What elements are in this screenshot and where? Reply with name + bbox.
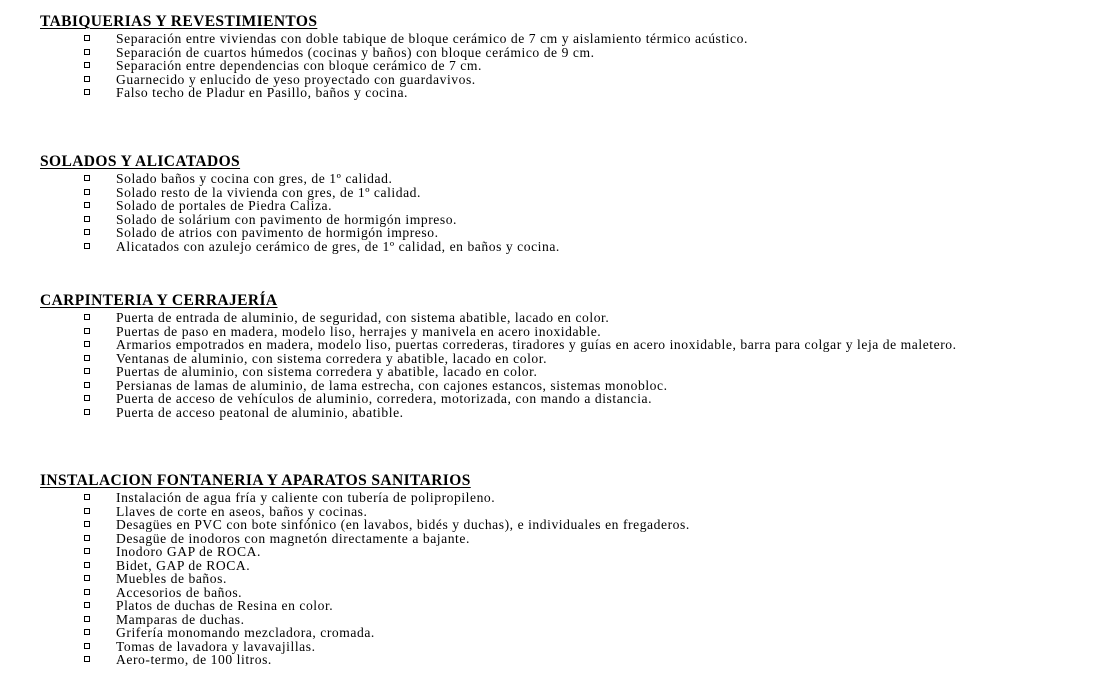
list-item xyxy=(40,199,1100,213)
list-item-text: Guarnecido y enlucido de yeso proyectado con guardavivos. xyxy=(116,71,476,87)
square-bullet-icon xyxy=(84,216,90,222)
list-item-text: Puerta de acceso de vehículos de aluminio, corredera, motorizada, con mando a distancia. xyxy=(116,391,653,406)
section-list xyxy=(40,32,1100,100)
list-item-text: Persianas de lamas de aluminio, de lama estrecha, con cajones estancos, sistemas monobloc. xyxy=(116,377,668,393)
square-bullet-icon xyxy=(84,35,90,41)
list-item xyxy=(40,311,1100,325)
square-bullet-icon xyxy=(84,409,90,415)
list-item xyxy=(40,226,1100,240)
list-item xyxy=(40,505,1100,519)
list-item-text: Bidet, GAP de ROCA. xyxy=(116,557,251,573)
list-item xyxy=(40,59,1100,73)
square-bullet-icon xyxy=(84,575,90,581)
square-bullet-icon xyxy=(84,395,90,401)
square-bullet-icon xyxy=(84,521,90,527)
list-item-text: Llaves de corte en aseos, baños y cocinas. xyxy=(116,503,368,519)
list-item-text: Muebles de baños. xyxy=(116,571,227,586)
list-item-text: Solado baños y cocina con gres, de 1º calidad. xyxy=(116,171,393,186)
section-title: INSTALACION FONTANERIA Y APARATOS SANITARIOS xyxy=(40,472,471,489)
list-item-text: Alicatados con azulejo cerámico de gres, de 1º calidad, en baños y cocina. xyxy=(116,238,560,254)
square-bullet-icon xyxy=(84,229,90,235)
square-bullet-icon xyxy=(84,314,90,320)
list-item xyxy=(40,406,1100,420)
section-fontaneria xyxy=(40,472,1100,667)
list-item-text: Solado resto de la vivienda con gres, de 1º calidad. xyxy=(116,184,421,200)
square-bullet-icon xyxy=(84,548,90,554)
list-item xyxy=(40,365,1100,379)
square-bullet-icon xyxy=(84,535,90,541)
section-title: CARPINTERIA Y CERRAJERÍA xyxy=(40,292,278,309)
square-bullet-icon xyxy=(84,62,90,68)
list-item-text: Puertas de aluminio, con sistema corredera y abatible, lacado en color. xyxy=(116,364,538,379)
list-item-text: Solado de solárium con pavimento de hormigón impreso. xyxy=(116,211,457,227)
list-item-text: Aero-termo, de 100 litros. xyxy=(116,652,272,667)
list-item-text: Puerta de entrada de aluminio, de seguridad, con sistema abatible, lacado en color. xyxy=(116,310,610,325)
section-tabiquerias xyxy=(40,13,1100,100)
list-item xyxy=(40,572,1100,586)
list-item-text: Desagüe de inodoros con magnetón directamente a bajante. xyxy=(116,530,470,546)
list-item xyxy=(40,213,1100,227)
square-bullet-icon xyxy=(84,602,90,608)
list-item xyxy=(40,73,1100,87)
square-bullet-icon xyxy=(84,656,90,662)
square-bullet-icon xyxy=(84,589,90,595)
list-item-text: Puerta de acceso peatonal de aluminio, abatible. xyxy=(116,404,404,420)
section-title: SOLADOS Y ALICATADOS xyxy=(40,153,241,170)
section-carpinteria xyxy=(40,292,1100,419)
list-item xyxy=(40,653,1100,667)
list-item-text: Separación de cuartos húmedos (cocinas y baños) con bloque cerámico de 9 cm. xyxy=(116,44,595,60)
list-item xyxy=(40,518,1100,532)
list-item-text: Tomas de lavadora y lavavajillas. xyxy=(116,638,316,654)
list-item-text: Puertas de paso en madera, modelo liso, herrajes y manivela en acero inoxidable. xyxy=(116,323,602,339)
list-item-text: Instalación de agua fría y caliente con tubería de polipropileno. xyxy=(116,490,496,505)
list-item xyxy=(40,532,1100,546)
square-bullet-icon xyxy=(84,508,90,514)
list-item xyxy=(40,599,1100,613)
list-item-text: Armarios empotrados en madera, modelo liso, puertas correderas, tiradores y guías en acero inoxidable, barra para colgar y leja de maletero. xyxy=(116,337,957,352)
square-bullet-icon xyxy=(84,629,90,635)
square-bullet-icon xyxy=(84,643,90,649)
square-bullet-icon xyxy=(84,616,90,622)
list-item xyxy=(40,379,1100,393)
list-item-text: Separación entre dependencias con bloque cerámico de 7 cm. xyxy=(116,58,482,73)
list-item xyxy=(40,338,1100,352)
list-item-text: Falso techo de Pladur en Pasillo, baños y cocina. xyxy=(116,85,408,100)
list-item xyxy=(40,86,1100,100)
list-item xyxy=(40,545,1100,559)
list-item xyxy=(40,352,1100,366)
square-bullet-icon xyxy=(84,175,90,181)
list-item-text: Mamparas de duchas. xyxy=(116,611,245,627)
list-item-text: Solado de portales de Piedra Caliza. xyxy=(116,198,333,213)
square-bullet-icon xyxy=(84,382,90,388)
list-item xyxy=(40,32,1100,46)
square-bullet-icon xyxy=(84,341,90,347)
list-item-text: Grifería monomando mezcladora, cromada. xyxy=(116,625,375,640)
square-bullet-icon xyxy=(84,328,90,334)
list-item xyxy=(40,559,1100,573)
list-item xyxy=(40,186,1100,200)
list-item xyxy=(40,392,1100,406)
square-bullet-icon xyxy=(84,202,90,208)
list-item xyxy=(40,325,1100,339)
section-solados xyxy=(40,153,1100,253)
list-item xyxy=(40,240,1100,254)
square-bullet-icon xyxy=(84,494,90,500)
section-title: TABIQUERIAS Y REVESTIMIENTOS xyxy=(40,13,318,30)
list-item xyxy=(40,46,1100,60)
list-item xyxy=(40,613,1100,627)
section-list xyxy=(40,311,1100,419)
square-bullet-icon xyxy=(84,355,90,361)
list-item-text: Solado de atrios con pavimento de hormigón impreso. xyxy=(116,225,439,240)
list-item xyxy=(40,586,1100,600)
square-bullet-icon xyxy=(84,76,90,82)
section-list xyxy=(40,172,1100,253)
square-bullet-icon xyxy=(84,562,90,568)
list-item xyxy=(40,640,1100,654)
list-item xyxy=(40,491,1100,505)
square-bullet-icon xyxy=(84,49,90,55)
list-item-text: Platos de duchas de Resina en color. xyxy=(116,598,334,613)
list-item-text: Desagües en PVC con bote sinfónico (en lavabos, bidés y duchas), e individuales en fregaderos. xyxy=(116,517,690,532)
square-bullet-icon xyxy=(84,243,90,249)
list-item-text: Separación entre viviendas con doble tabique de bloque cerámico de 7 cm y aislamiento térmico acústico. xyxy=(116,31,748,46)
square-bullet-icon xyxy=(84,368,90,374)
square-bullet-icon xyxy=(84,189,90,195)
list-item-text: Inodoro GAP de ROCA. xyxy=(116,544,261,559)
section-list xyxy=(40,491,1100,667)
square-bullet-icon xyxy=(84,89,90,95)
list-item-text: Ventanas de aluminio, con sistema corredera y abatible, lacado en color. xyxy=(116,350,548,366)
list-item xyxy=(40,172,1100,186)
list-item-text: Accesorios de baños. xyxy=(116,584,243,600)
list-item xyxy=(40,626,1100,640)
